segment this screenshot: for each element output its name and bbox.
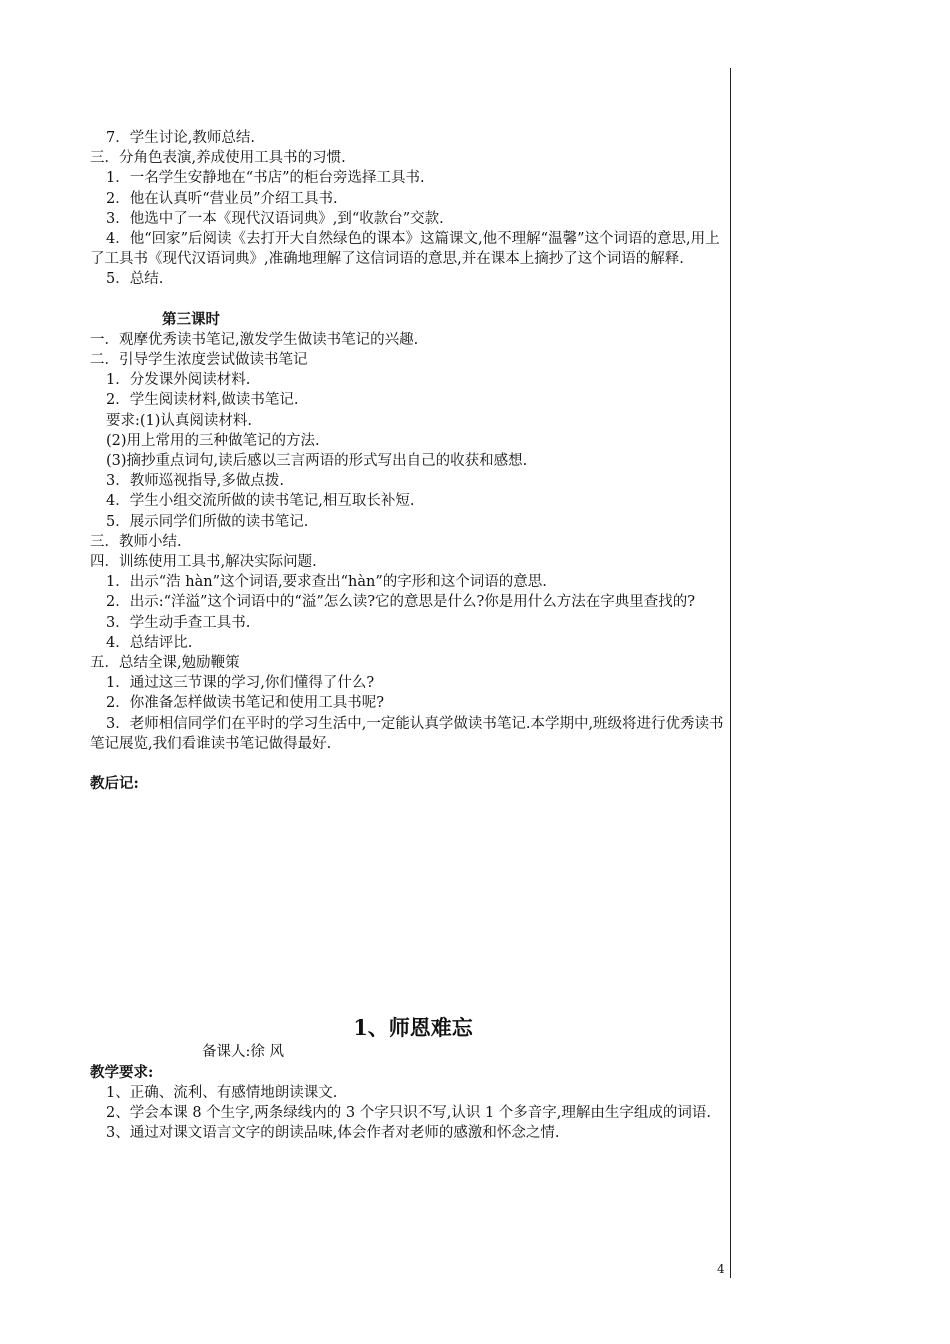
preparer-line: 备课人:徐 风 [202,1044,284,1061]
l3-section-2: 二．引导学生浓度尝试做读书笔记 [90,352,308,369]
requirement-2: 2、学会本课 8 个生字,两条绿线内的 3 个字只识不写,认识 1 个多音字,理解由生字组成的词语. [106,1104,711,1121]
requirement-1: 1、正确、流利、有感情地朗读课文. [106,1084,338,1101]
step-2: 2．他在认真听“营业员”介绍工具书. [106,190,338,207]
page-number: 4 [717,1262,725,1276]
l3-s4-step-2: 2．出示:“洋溢”这个词语中的“溢”怎么读?它的意思是什么?你是用什么方法在字典里查找的? [106,594,696,611]
l3-section-3: 三．教师小结. [90,533,182,550]
notes-blank-space [90,794,726,1014]
l3-s4-step-1: 1．出示“浩 hàn”这个词语,要求查出“hàn”的字形和这个词语的意思. [106,574,547,591]
post-lesson-notes-label: 教后记: [90,775,139,793]
l3-requirement-2: (2)用上常用的三种做笔记的方法. [106,432,320,449]
page-right-rule [730,68,731,1278]
l3-requirement-3: (3)摘抄重点词句,读后感以三言两语的形式写出自己的收获和感想. [106,453,528,470]
step-5: 5．总结. [106,271,164,288]
lesson-3-heading: 第三课时 [162,310,220,328]
step-4: 4．他“回家”后阅读《去打开大自然绿色的课本》这篇课文,他不理解“温馨”这个词语的意思,用上了工具书《现代汉语词典》,准确地理解了这信词语的意思,并在课本上摘抄了这个词语的解释. [90,231,720,268]
l3-step-2: 2．学生阅读材料,做读书笔记. [106,392,299,409]
l3-step-4: 4．学生小组交流所做的读书笔记,相互取长补短. [106,493,415,510]
l3-s4-step-4: 4．总结评比. [106,634,193,651]
requirements-label: 教学要求: [90,1063,154,1081]
l3-step-5: 5．展示同学们所做的读书笔记. [106,513,309,530]
step-3: 3．他选中了一本《现代汉语词典》,到“收款台”交款. [106,210,444,227]
l3-step-1: 1．分发课外阅读材料. [106,372,251,389]
section-3-heading: 三．分角色表演,养成使用工具书的习惯. [90,150,346,167]
requirement-3: 3、通过对课文语言文字的朗读品味,体会作者对老师的感激和怀念之情. [106,1125,560,1142]
document-body [90,128,726,1143]
l3-section-5: 五．总结全课,勉励鞭策 [90,655,240,672]
l3-section-1: 一．观摩优秀读书笔记,激发学生做读书笔记的兴趣. [90,331,419,348]
step-7: 7．学生讨论,教师总结. [106,130,255,146]
l3-s5-step-1: 1．通过这三节课的学习,你们懂得了什么? [106,675,375,692]
l3-section-4: 四．训练使用工具书,解决实际问题. [90,554,317,571]
l3-requirement-1: 要求:(1)认真阅读材料. [106,412,253,429]
lesson-title: 1、师恩难忘 [353,1015,473,1041]
l3-s5-step-3: 3．老师相信同学们在平时的学习生活中,一定能认真学做读书笔记.本学期中,班级将进行优秀读书笔记展览,我们看谁读书笔记做得最好. [90,715,724,752]
l3-step-3: 3．教师巡视指导,多做点拨. [106,473,284,490]
step-1: 1．一名学生安静地在“书店”的柜台旁选择工具书. [106,170,425,187]
l3-s4-step-3: 3．学生动手查工具书. [106,614,251,631]
l3-s5-step-2: 2．你准备怎样做读书笔记和使用工具书呢? [106,695,384,712]
